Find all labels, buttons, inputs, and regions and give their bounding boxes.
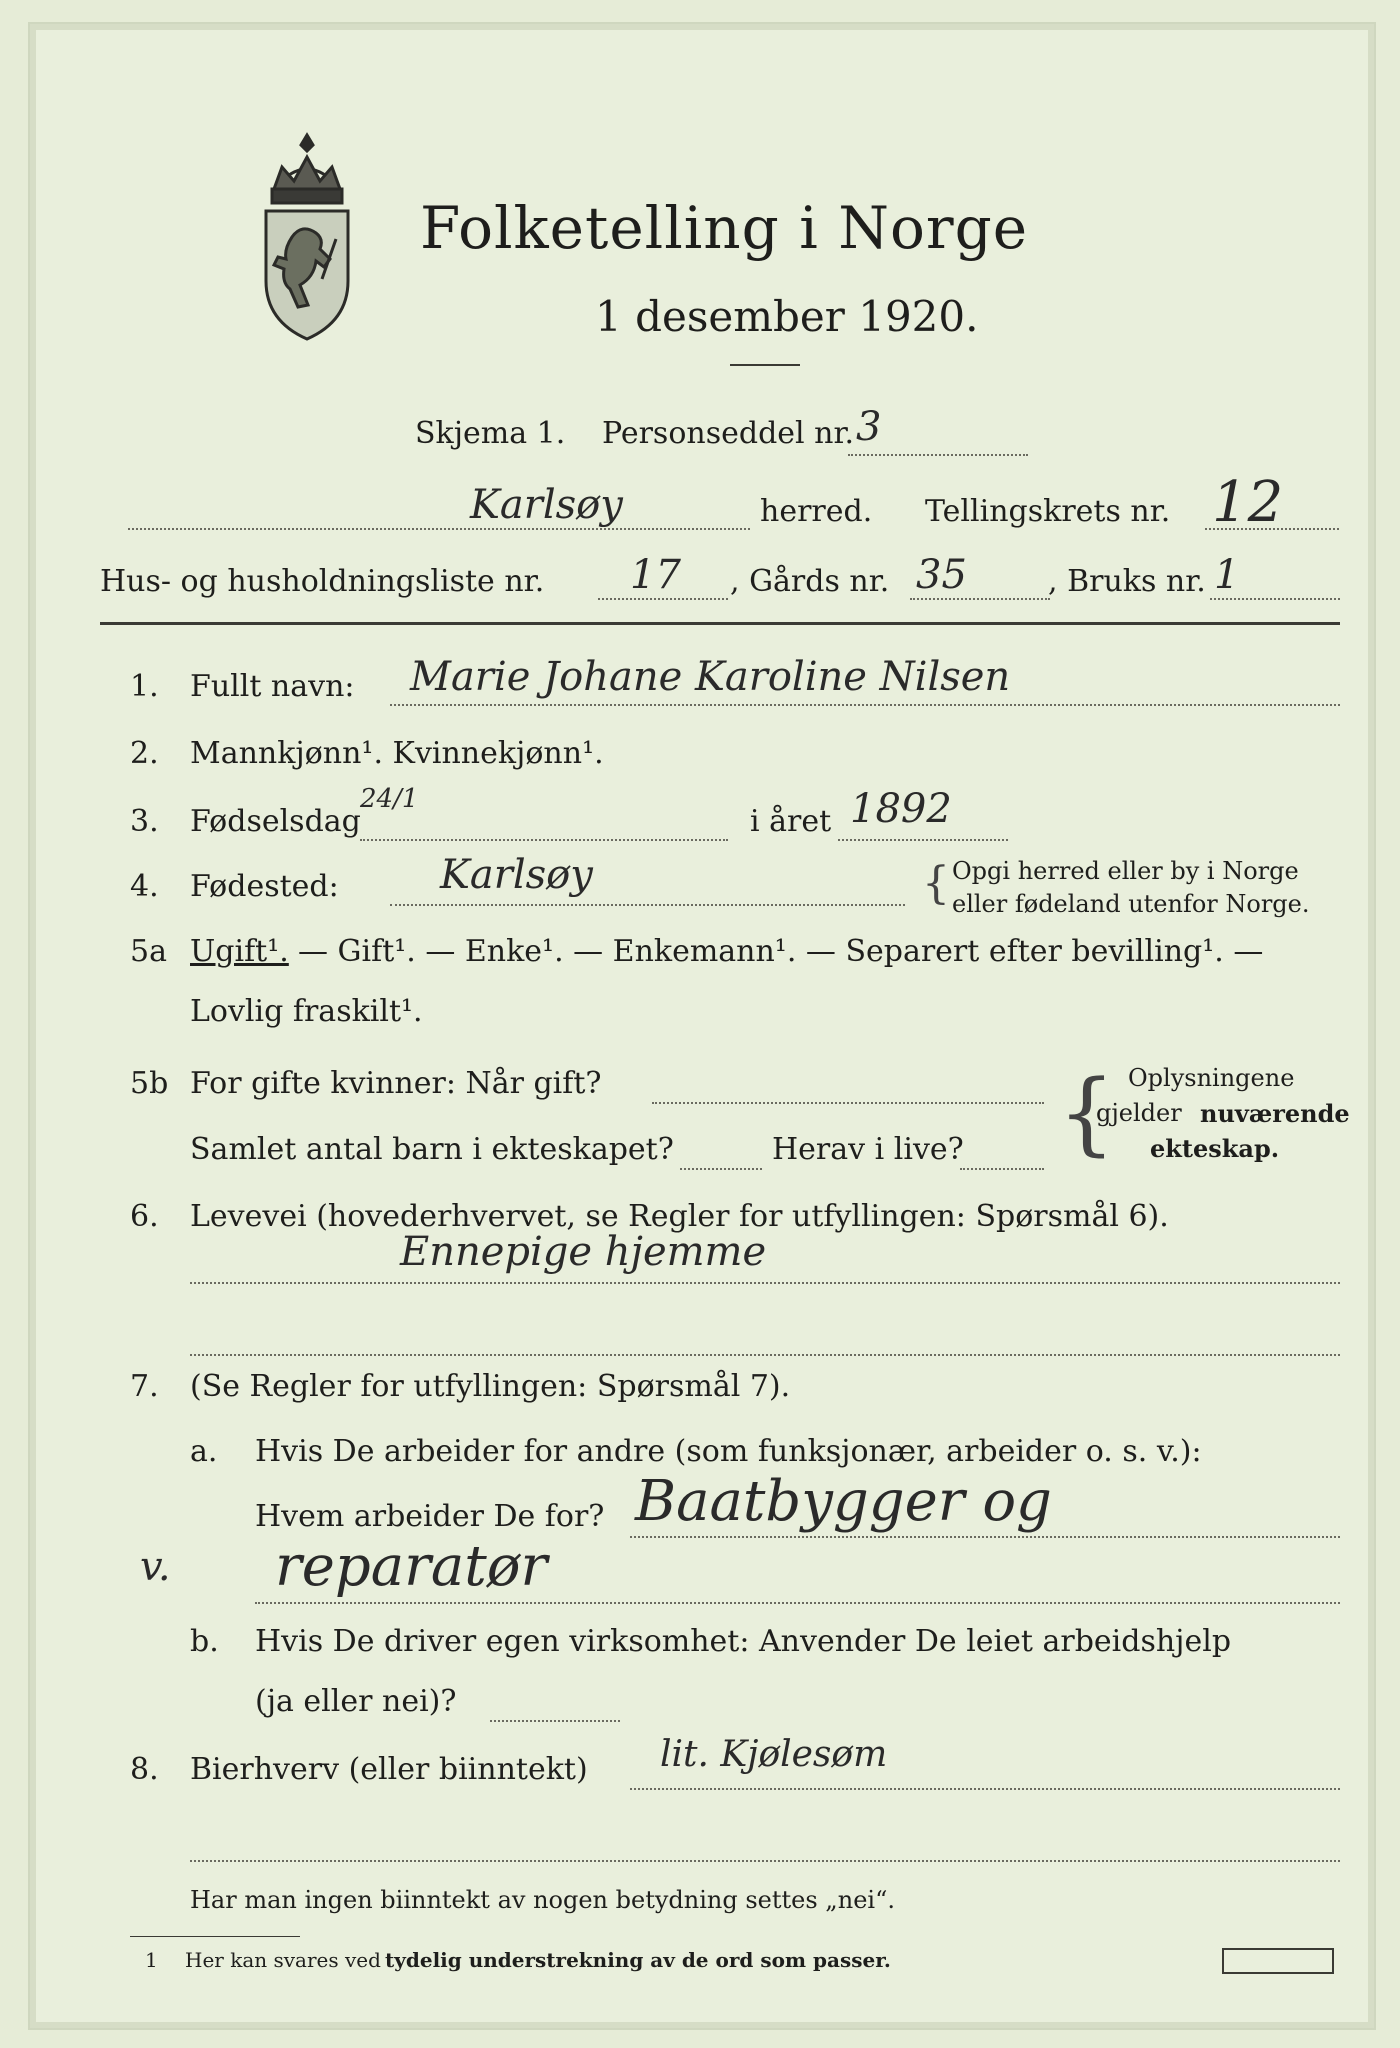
q7a-number: a. bbox=[190, 1434, 218, 1469]
q5b-label-3: Herav i live? bbox=[772, 1132, 964, 1167]
q8-field-line-1 bbox=[630, 1788, 1340, 1790]
q3-label: Fødselsdag bbox=[190, 804, 361, 839]
footnote-text-a: Her kan svares ved bbox=[185, 1948, 381, 1972]
q7b-field-line bbox=[490, 1720, 620, 1722]
q5a-line-2[interactable]: Lovlig fraskilt¹. bbox=[190, 994, 423, 1029]
q5b-married-field-line bbox=[652, 1102, 1044, 1104]
footer-note: Har man ingen biinntekt av nogen betydning settes „nei“. bbox=[190, 1886, 895, 1914]
q5b-alive-field-line bbox=[960, 1168, 1044, 1170]
footnote-divider bbox=[130, 1936, 300, 1937]
footnote-text-b: tydelig understrekning av de ord som passer. bbox=[385, 1948, 891, 1972]
q5b-number: 5b bbox=[130, 1066, 169, 1101]
form-title: Folketelling i Norge bbox=[420, 194, 1029, 262]
q3-field-line bbox=[360, 839, 728, 841]
q6-field-line-1 bbox=[190, 1282, 1340, 1284]
norway-coat-of-arms-icon bbox=[252, 129, 362, 349]
census-form-sheet bbox=[28, 22, 1376, 2030]
q5a-number: 5a bbox=[130, 934, 167, 969]
q8-value[interactable]: lit. Kjølesøm bbox=[660, 1734, 888, 1775]
gards-label: , Gårds nr. bbox=[730, 564, 890, 599]
q7a-value-1[interactable]: Baatbygger og bbox=[635, 1469, 1052, 1534]
bruks-value[interactable]: 1 bbox=[1214, 552, 1240, 598]
q7a-field-line-2 bbox=[255, 1602, 1340, 1604]
gards-field-line bbox=[910, 598, 1050, 600]
form-date: 1 desember 1920. bbox=[595, 292, 979, 341]
q7-label: (Se Regler for utfyllingen: Spørsmål 7). bbox=[190, 1369, 791, 1404]
q1-label: Fullt navn: bbox=[190, 669, 355, 704]
q7a-label-2: Hvem arbeider De for? bbox=[255, 1499, 605, 1534]
bruks-label: , Bruks nr. bbox=[1048, 564, 1206, 599]
q5b-note-2b: nuværende bbox=[1200, 1099, 1350, 1128]
q1-value[interactable]: Marie Johane Karoline Nilsen bbox=[410, 654, 1011, 700]
q5b-brace: { bbox=[1058, 1061, 1116, 1166]
q5b-label-2: Samlet antal barn i ekteskapet? bbox=[190, 1132, 674, 1167]
q7b-number: b. bbox=[190, 1624, 219, 1659]
q8-label: Bierhverv (eller biinntekt) bbox=[190, 1752, 588, 1787]
printer-stamp bbox=[1222, 1948, 1334, 1974]
q5a-ugift[interactable]: Ugift¹. bbox=[190, 934, 289, 969]
q2-number: 2. bbox=[130, 736, 159, 771]
q8-field-line-2 bbox=[190, 1860, 1340, 1862]
footnote-number: 1 bbox=[145, 1948, 158, 1972]
q4-number: 4. bbox=[130, 869, 159, 904]
q7a-label: Hvis De arbeider for andre (som funksjonær, arbeider o. s. v.): bbox=[255, 1434, 1202, 1469]
hus-label: Hus- og husholdningsliste nr. bbox=[100, 564, 545, 599]
hus-field-line bbox=[598, 598, 728, 600]
herred-value[interactable]: Karlsøy bbox=[470, 482, 623, 528]
q6-number: 6. bbox=[130, 1199, 159, 1234]
q5a-options[interactable]: — Gift¹. — Enke¹. — Enkemann¹. — Separert efter bevilling¹. — bbox=[298, 934, 1264, 969]
q3-number: 3. bbox=[130, 804, 159, 839]
q4-field-line bbox=[390, 904, 905, 906]
q4-note-1: Opgi herred eller by i Norge bbox=[952, 857, 1299, 885]
personseddel-field-line bbox=[848, 454, 1028, 456]
q3-year-label: i året bbox=[750, 804, 832, 839]
schema-label: Skjema 1. bbox=[415, 416, 566, 451]
herred-field-line bbox=[128, 528, 750, 530]
q1-field-line bbox=[390, 704, 1340, 706]
q6-field-line-2 bbox=[190, 1354, 1340, 1356]
q4-value[interactable]: Karlsøy bbox=[440, 852, 593, 898]
header-separator bbox=[100, 622, 1340, 625]
title-divider bbox=[730, 364, 800, 366]
tellingskrets-value[interactable]: 12 bbox=[1212, 470, 1284, 535]
q5b-note-1: Oplysningene bbox=[1128, 1064, 1295, 1092]
gards-value[interactable]: 35 bbox=[916, 552, 967, 598]
personseddel-value[interactable]: 3 bbox=[856, 404, 882, 450]
bruks-field-line bbox=[1210, 598, 1340, 600]
q7a-value-2[interactable]: reparatør bbox=[275, 1534, 548, 1599]
personseddel-label: Personseddel nr. bbox=[602, 416, 855, 451]
q8-number: 8. bbox=[130, 1752, 159, 1787]
q1-number: 1. bbox=[130, 669, 159, 704]
hus-value[interactable]: 17 bbox=[630, 552, 681, 598]
q7a-margin-mark: v. bbox=[140, 1544, 171, 1590]
q7b-label: Hvis De driver egen virksomhet: Anvender De leiet arbeidshjelp bbox=[255, 1624, 1232, 1659]
q4-label: Fødested: bbox=[190, 869, 339, 904]
q5b-label-1: For gifte kvinner: Når gift? bbox=[190, 1066, 602, 1101]
q5b-note-3: ekteskap. bbox=[1150, 1134, 1280, 1163]
q4-note-2: eller fødeland utenfor Norge. bbox=[952, 890, 1310, 918]
q4-brace: { bbox=[922, 858, 950, 909]
q6-value[interactable]: Ennepige hjemme bbox=[400, 1229, 767, 1275]
q3-value[interactable]: 24/1 bbox=[360, 784, 419, 814]
q2-label[interactable]: Mannkjønn¹. Kvinnekjønn¹. bbox=[190, 736, 604, 771]
q5b-note-2: gjelder bbox=[1096, 1099, 1182, 1127]
q3-year-value[interactable]: 1892 bbox=[850, 786, 952, 832]
q5b-children-field-line bbox=[680, 1168, 762, 1170]
q7a-field-line-1 bbox=[630, 1536, 1340, 1538]
tellingskrets-label: Tellingskrets nr. bbox=[925, 494, 1171, 529]
q3-year-field-line bbox=[838, 839, 1008, 841]
herred-label: herred. bbox=[760, 494, 873, 529]
q7-number: 7. bbox=[130, 1369, 159, 1404]
q7b-label-2: (ja eller nei)? bbox=[255, 1684, 457, 1719]
q6-label: Levevei (hovederhvervet, se Regler for utfyllingen: Spørsmål 6). bbox=[190, 1199, 1169, 1234]
